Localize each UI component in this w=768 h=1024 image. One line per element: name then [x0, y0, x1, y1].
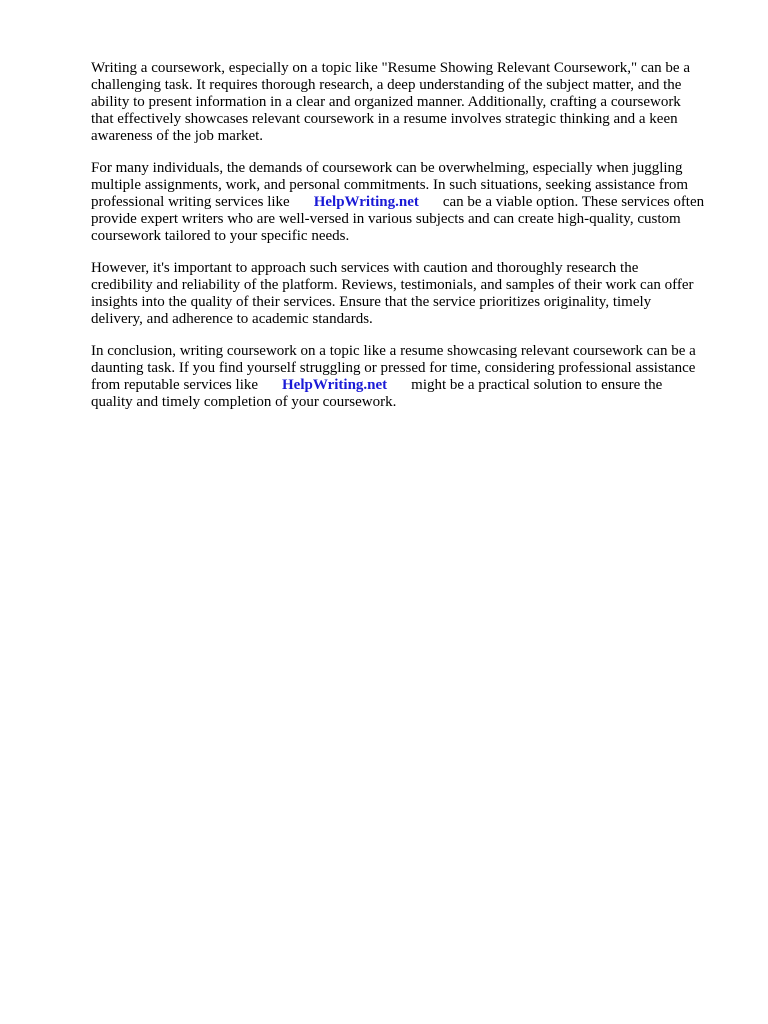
- text-line: quality and timely completion of your coursework.: [91, 394, 397, 410]
- text-line: ability to present information in a clear and organized manner. Additionally, crafting a coursework: [91, 94, 681, 110]
- helpwriting-link[interactable]: HelpWriting.net: [313, 194, 419, 210]
- text-line: coursework tailored to your specific needs.: [91, 228, 350, 244]
- document-body: [91, 60, 731, 426]
- text-line: insights into the quality of their services. Ensure that the service prioritizes originality, timely: [91, 294, 652, 310]
- text-line: that effectively showcases relevant coursework in a resume involves strategic thinking and a keen: [91, 111, 678, 127]
- paragraph-intro: [91, 60, 731, 145]
- text-line: Writing a coursework, especially on a topic like "Resume Showing Relevant Coursework," can be a: [91, 60, 690, 76]
- text-line: For many individuals, the demands of coursework can be overwhelming, especially when juggling: [91, 160, 683, 176]
- text-after-link: might be a practical solution to ensure the: [411, 377, 663, 393]
- text-after-link: can be a viable option. These services often: [442, 194, 705, 210]
- text-line: However, it's important to approach such services with caution and thoroughly research the: [91, 260, 639, 276]
- paragraph-assistance: [91, 160, 731, 245]
- helpwriting-link[interactable]: HelpWriting.net: [282, 377, 388, 393]
- text-line: awareness of the job market.: [91, 128, 264, 144]
- text-before-link: from reputable services like: [91, 377, 259, 393]
- text-line: In conclusion, writing coursework on a topic like a resume showcasing relevant coursework can be a: [91, 343, 696, 359]
- paragraph-caution: [91, 260, 731, 328]
- paragraph-conclusion: [91, 343, 731, 411]
- text-line: provide expert writers who are well-versed in various subjects and can create high-quality, custom: [91, 211, 681, 227]
- text-line: multiple assignments, work, and personal commitments. In such situations, seeking assistance from: [91, 177, 688, 193]
- text-line: delivery, and adherence to academic standards.: [91, 311, 373, 327]
- text-line: credibility and reliability of the platform. Reviews, testimonials, and samples of their work can offer: [91, 277, 694, 293]
- text-line-with-link: [91, 377, 731, 394]
- text-line: daunting task. If you find yourself struggling or pressed for time, considering professional assistance: [91, 360, 696, 376]
- text-before-link: professional writing services like: [91, 194, 290, 210]
- text-line-with-link: [91, 194, 731, 211]
- text-line: challenging task. It requires thorough research, a deep understanding of the subject matter, and the: [91, 77, 682, 93]
